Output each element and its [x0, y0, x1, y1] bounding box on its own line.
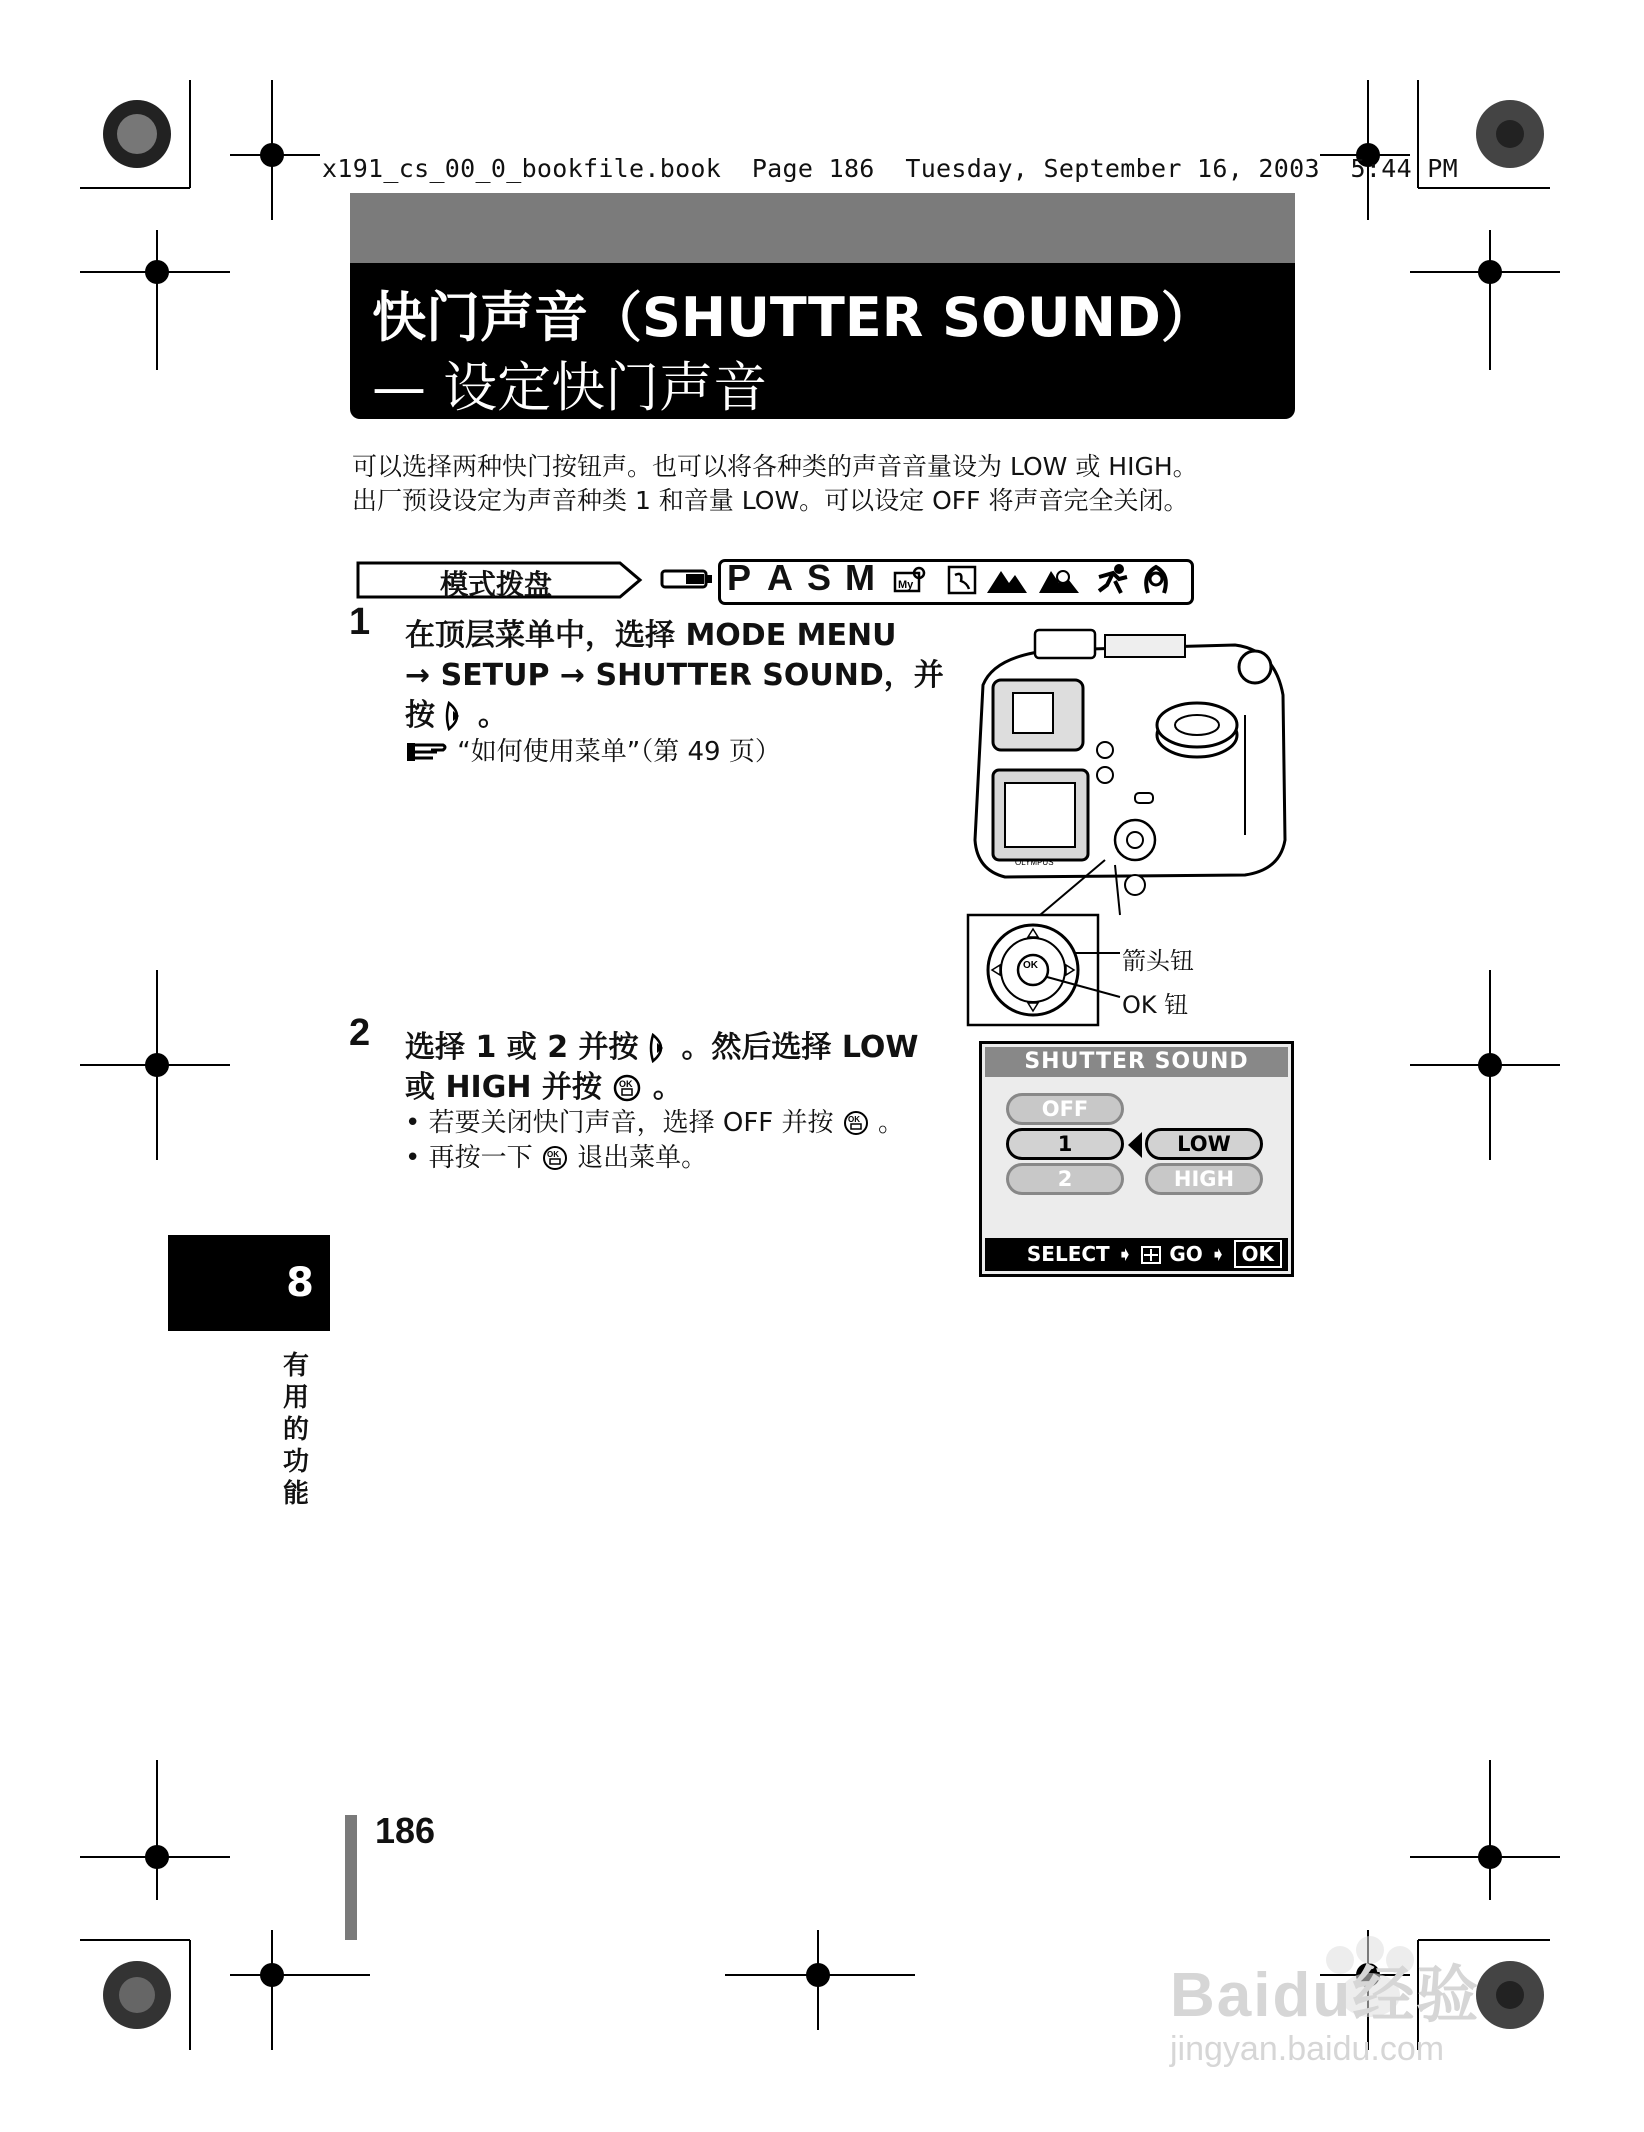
lcd-menu-screen — [979, 1041, 1294, 1277]
sports-icon — [1093, 563, 1131, 595]
lcd-volume-low: LOW — [1145, 1128, 1263, 1160]
step-1-number: 1 — [349, 601, 371, 643]
svg-text:My: My — [898, 579, 914, 591]
step-2-line-2a: 或 HIGH 并按 — [405, 1070, 602, 1105]
step-2-line-1 — [405, 1022, 919, 1066]
step-2-bullet-1 — [405, 1102, 904, 1139]
step-2-bullet-1a: • 若要关闭快门声音，选择 OFF 并按 — [405, 1108, 834, 1138]
page-number-bar — [345, 1815, 357, 1940]
step-2-line-1a: 选择 1 或 2 并按 — [405, 1030, 639, 1065]
step-1-line-3 — [405, 690, 508, 734]
section-title: 快门声音（SHUTTER SOUND） — [372, 286, 1215, 349]
ok-button-icon — [541, 1144, 569, 1172]
step-2-bullet-2b: 退出菜单。 — [577, 1143, 708, 1173]
chapter-title-vertical: 有用的功能 — [283, 1351, 310, 1509]
section-title-box — [350, 263, 1295, 419]
lcd-option-2: 2 — [1006, 1163, 1124, 1195]
battery-arrow-icon — [660, 566, 715, 592]
intro-line-2: 出厂预设设定为声音种类 1 和音量 LOW。可以设定 OFF 将声音完全关闭。 — [352, 486, 1189, 515]
mode-m: M — [845, 557, 875, 598]
watermark-url: jingyan.baidu.com — [1170, 2030, 1445, 2068]
svg-text:OK: OK — [1023, 960, 1038, 971]
title-band — [350, 193, 1295, 263]
play-arrow-icon: ➧ — [1209, 1242, 1227, 1266]
lcd-option-1: 1 — [1006, 1128, 1124, 1160]
ok-button-icon — [842, 1109, 870, 1137]
camera-brand: OLYMPUS — [1015, 858, 1054, 867]
lcd-option-off: OFF — [1006, 1093, 1124, 1125]
arrow-pad-icon — [1140, 1245, 1162, 1265]
intro-line-1: 可以选择两种快门按钮声。也可以将各种类的声音音量设为 LOW 或 HIGH。 — [352, 452, 1198, 481]
chapter-number-tab: 8 — [168, 1235, 330, 1331]
watermark-text: Baidu经验 — [1170, 1961, 1481, 2030]
landscape-icon — [985, 565, 1029, 595]
step-2-bullet-2a: • 再按一下 — [405, 1143, 533, 1173]
section-subtitle: — 设定快门声音 — [372, 356, 768, 419]
book-file-header: x191_cs_00_0_bookfile.book Page 186 Tuesday, September 16, 2003 5:44 PM — [322, 154, 1458, 183]
lcd-footer-select: SELECT — [1026, 1242, 1110, 1266]
ok-button-icon — [612, 1073, 642, 1103]
my-mode-icon — [893, 565, 927, 595]
mode-s: S — [807, 557, 832, 598]
page-number: 186 — [375, 1810, 436, 1851]
mode-a: A — [767, 557, 793, 598]
svg-text:OK: OK — [847, 1115, 860, 1124]
lcd-footer — [985, 1238, 1288, 1271]
lcd-title: SHUTTER SOUND — [985, 1047, 1288, 1077]
step-1-reference — [405, 731, 781, 768]
step-1-period: 。 — [477, 698, 508, 733]
step-2-bullet-1b: 。 — [878, 1108, 905, 1138]
step-1-line-2: → SETUP → SHUTTER SOUND，并 — [405, 658, 944, 693]
step-2-line-1b: 。然后选择 LOW — [681, 1030, 919, 1065]
callout-arrow-buttons: 箭头钮 — [1122, 947, 1194, 975]
lcd-volume-high: HIGH — [1145, 1163, 1263, 1195]
step-1-reference-text: “如何使用菜单”（第 49 页） — [457, 737, 781, 767]
step-2-number: 2 — [349, 1012, 371, 1054]
selection-arrow-icon — [1126, 1130, 1144, 1160]
svg-text:OK: OK — [619, 1079, 633, 1089]
step-2-line-2 — [405, 1062, 683, 1106]
portrait-icon — [1138, 563, 1174, 595]
svg-text:OK: OK — [546, 1150, 559, 1159]
lcd-footer-ok: OK — [1234, 1240, 1283, 1268]
callout-ok-button: OK 钮 — [1122, 991, 1189, 1019]
step-2-bullet-2 — [405, 1137, 707, 1174]
arrow-right-button-icon — [445, 701, 467, 731]
night-scene-icon — [947, 565, 977, 595]
landscape-portrait-icon — [1037, 563, 1081, 595]
step-1-press-label: 按 — [405, 698, 435, 733]
pointing-hand-icon — [405, 740, 449, 764]
step-1-line-1: 在顶层菜单中，选择 MODE MENU — [405, 618, 897, 653]
play-arrow-icon: ➧ — [1116, 1242, 1134, 1266]
mode-p: P — [727, 557, 752, 598]
mode-dial-label: 模式拨盘 — [440, 568, 553, 601]
arrow-right-button-icon — [649, 1033, 671, 1063]
step-2-line-2b: 。 — [652, 1070, 683, 1105]
lcd-footer-go: GO — [1169, 1242, 1203, 1266]
